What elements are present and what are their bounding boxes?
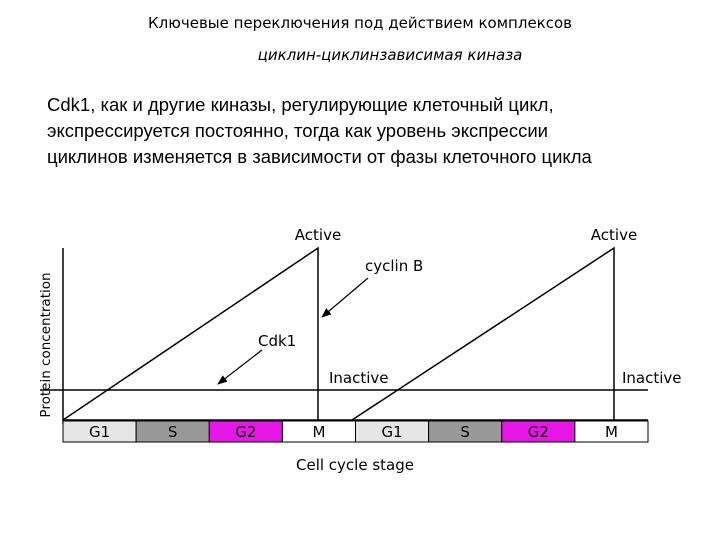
cdk1-pointer-arrow xyxy=(218,350,262,384)
phase-label-2: S xyxy=(167,423,178,441)
phase-label-7: G2 xyxy=(527,423,549,441)
inactive-label-2: Inactive xyxy=(622,369,682,387)
intro-line-3: циклинов изменяется в зависимости от фазы клеточного цикла xyxy=(47,146,592,167)
active-label-1: Active xyxy=(294,226,342,244)
x-axis-label: Cell cycle stage xyxy=(296,456,414,474)
cdk1-label: Cdk1 xyxy=(258,332,297,350)
phase-label-3: G2 xyxy=(235,423,257,441)
phase-label-6: S xyxy=(460,423,470,441)
slide-subtitle: циклин-циклинзависимая киназа xyxy=(257,46,523,64)
inactive-label-1: Inactive xyxy=(329,369,389,387)
y-axis-label: Protein concentration xyxy=(38,272,54,418)
active-label-2: Active xyxy=(590,226,638,244)
intro-line-1: Cdk1, как и другие киназы, регулирующие клеточный цикл, xyxy=(47,94,554,115)
cyclin-b-pointer-arrow xyxy=(322,278,368,317)
intro-line-2: экспрессируется постоянно, тогда как уровень экспрессии xyxy=(47,120,549,141)
phase-bar xyxy=(63,421,648,442)
phase-label-1: G1 xyxy=(88,423,111,441)
phase-label-8: M xyxy=(604,423,618,441)
cyclin-b-label: cyclin B xyxy=(365,257,424,275)
phase-label-5: G1 xyxy=(381,423,403,441)
slide-title: Ключевые переключения под действием комплексов xyxy=(148,14,572,32)
phase-label-4: M xyxy=(312,423,326,441)
